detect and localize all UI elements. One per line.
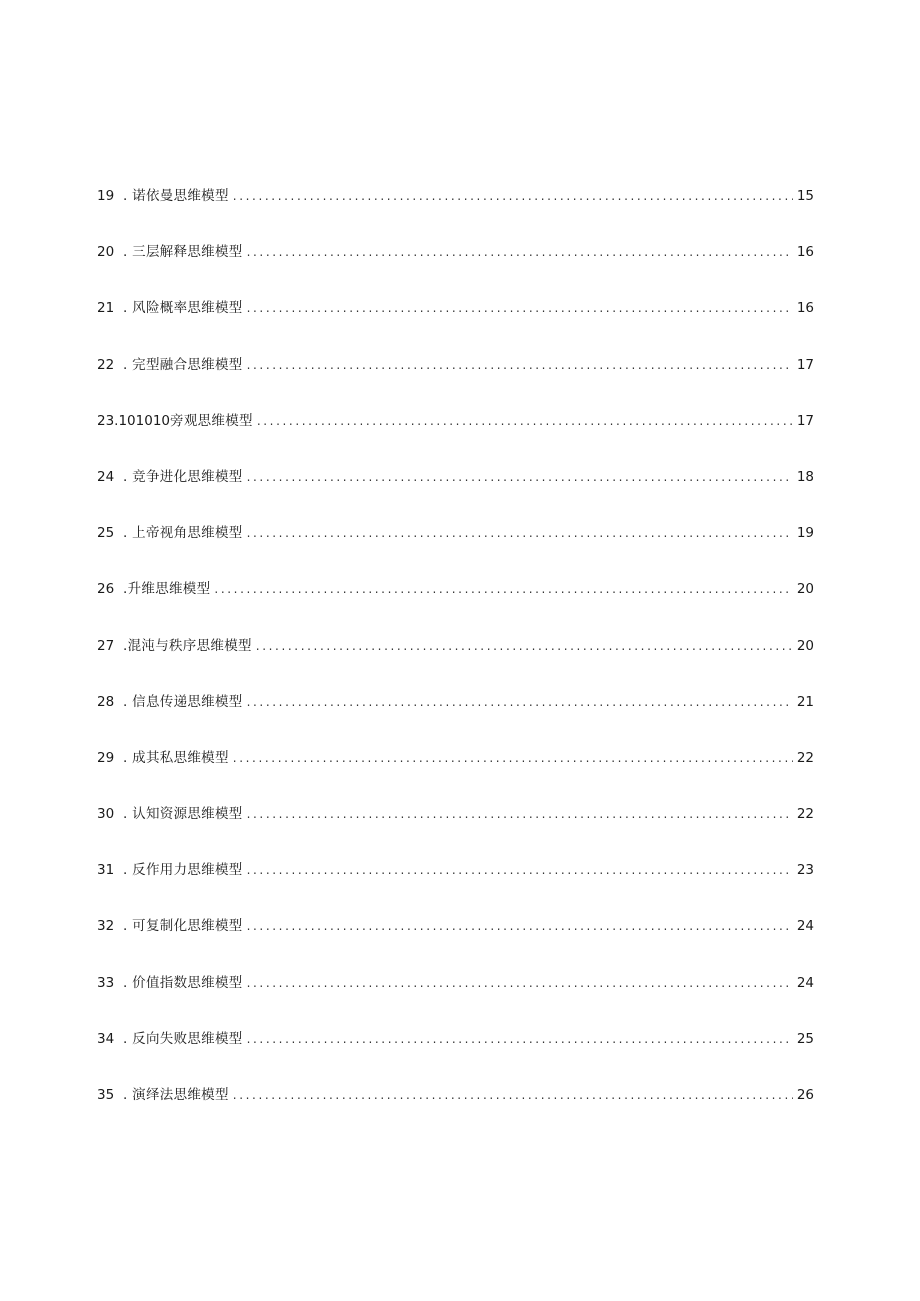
entry-number: 27 [97,637,115,654]
toc-entry-24[interactable] [97,465,814,521]
entry-number: 30 [97,806,115,823]
dot-leader [247,690,793,714]
dot-leader [247,858,793,882]
entry-page-number: 20 [796,581,814,598]
entry-page-number: 19 [796,525,814,542]
entry-page-number: 23 [796,862,814,879]
entry-title: . 三层解释思维模型 [123,244,243,261]
entry-number: 24 [97,468,115,485]
toc-entry-22[interactable] [97,353,814,409]
entry-page-number: 26 [796,1087,814,1103]
entry-number: 22 [97,356,115,373]
entry-number: 34 [97,1030,115,1047]
entry-title: . 诺依曼思维模型 [123,188,229,204]
toc-entry-30[interactable] [97,802,814,858]
entry-page-number: 24 [796,974,814,991]
entry-number: 29 [97,749,115,766]
entry-title: . 成其私思维模型 [123,749,229,766]
dot-leader [247,802,793,826]
entry-number: 28 [97,693,115,710]
entry-title: . 竞争进化思维模型 [123,468,243,485]
dot-leader [247,971,793,995]
entry-page-number: 17 [796,356,814,373]
entry-number: 32 [97,918,115,935]
entry-title: . 风险概率思维模型 [123,300,243,317]
dot-leader [247,1027,793,1051]
toc-entry-26[interactable] [97,577,814,633]
entry-page-number: 24 [796,918,814,935]
entry-title: . 反向失败思维模型 [123,1030,243,1047]
dot-leader [257,409,793,433]
entry-title: . 完型融合思维模型 [123,356,243,373]
entry-title: .升维思维模型 [123,581,211,598]
entry-number: 23.101010 [97,412,171,429]
dot-leader [233,746,793,770]
toc-entry-33[interactable] [97,971,814,1027]
entry-page-number: 20 [796,637,814,654]
entry-page-number: 22 [796,749,814,766]
entry-page-number: 17 [796,412,814,429]
dot-leader [247,296,793,320]
toc-entry-31[interactable] [97,858,814,914]
dot-leader [247,353,793,377]
toc-entry-35[interactable] [97,1083,814,1139]
entry-page-number: 15 [796,188,814,204]
entry-title: . 可复制化思维模型 [123,918,243,935]
entry-number: 31 [97,862,115,879]
entry-title: .混沌与秩序思维模型 [123,637,252,654]
entry-number: 35 [97,1087,115,1103]
entry-title: . 反作用力思维模型 [123,862,243,879]
toc-entry-19[interactable] [97,184,814,240]
dot-leader [256,634,793,658]
entry-page-number: 18 [796,468,814,485]
toc-entry-32[interactable] [97,914,814,970]
dot-leader [247,240,793,264]
entry-number: 26 [97,581,115,598]
entry-title: . 价值指数思维模型 [123,974,243,991]
entry-number: 21 [97,300,115,317]
toc-entry-27[interactable] [97,634,814,690]
entry-page-number: 22 [796,806,814,823]
dot-leader [247,465,793,489]
dot-leader [233,1083,793,1107]
dot-leader [247,521,793,545]
entry-page-number: 25 [796,1030,814,1047]
toc-entry-34[interactable] [97,1027,814,1083]
entry-number: 20 [97,244,115,261]
entry-page-number: 16 [796,300,814,317]
entry-number: 25 [97,525,115,542]
entry-title: . 演绎法思维模型 [123,1087,229,1103]
dot-leader [247,914,793,938]
dot-leader [214,577,792,601]
toc-entry-28[interactable] [97,690,814,746]
toc-entry-23[interactable] [97,409,814,465]
entry-title: . 上帝视角思维模型 [123,525,243,542]
entry-title: . 认知资源思维模型 [123,806,243,823]
entry-page-number: 21 [796,693,814,710]
entry-title: 旁观思维模型 [170,412,253,429]
toc-entry-29[interactable] [97,746,814,802]
toc-entry-21[interactable] [97,296,814,352]
toc-entry-25[interactable] [97,521,814,577]
toc-entry-20[interactable] [97,240,814,296]
entry-number: 19 [97,188,115,204]
entry-title: . 信息传递思维模型 [123,693,243,710]
table-of-contents [97,184,814,1139]
entry-number: 33 [97,974,115,991]
dot-leader [233,184,793,208]
entry-page-number: 16 [796,244,814,261]
